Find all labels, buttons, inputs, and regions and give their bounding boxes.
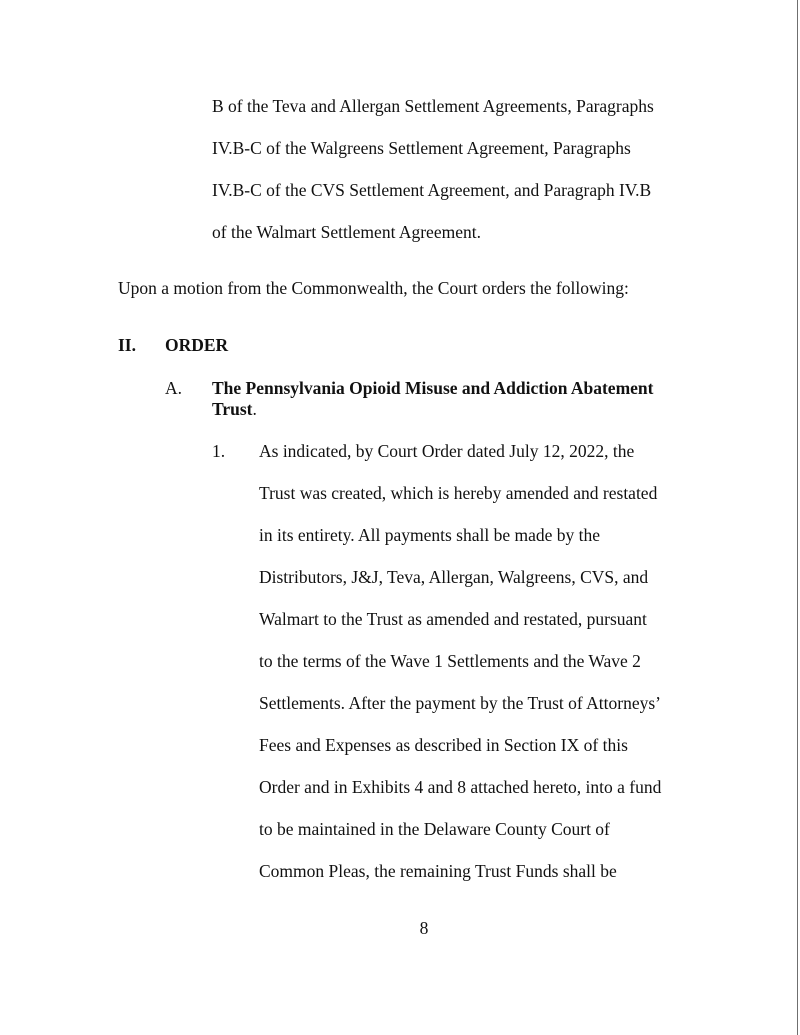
section-title: ORDER <box>165 335 229 355</box>
paragraph-line-3: in its entirety. All payments shall be made by the <box>259 525 601 545</box>
motion-sentence: Upon a motion from the Commonwealth, the Court orders the following: <box>118 278 629 298</box>
paragraph-line-11: Common Pleas, the remaining Trust Funds shall be <box>259 861 617 881</box>
continuation-line-1: B of the Teva and Allergan Settlement Agreements, Paragraphs <box>212 96 654 116</box>
paragraph-line-4: Distributors, J&J, Teva, Allergan, Walgreens, CVS, and <box>259 567 649 587</box>
continuation-line-4: of the Walmart Settlement Agreement. <box>212 222 481 242</box>
paragraph-line-6: to the terms of the Wave 1 Settlements and the Wave 2 <box>259 651 641 671</box>
paragraph-line-9: Order and in Exhibits 4 and 8 attached hereto, into a fund <box>259 777 662 797</box>
page-number: 8 <box>419 918 429 938</box>
paragraph-line-7: Settlements. After the payment by the Trust of Attorneys’ <box>259 693 661 713</box>
paragraph-line-5: Walmart to the Trust as amended and restated, pursuant <box>259 609 647 629</box>
subsection-title-line-2 <box>212 398 257 420</box>
paragraph-line-1: As indicated, by Court Order dated July 12, 2022, the <box>259 441 635 461</box>
subsection-title-trust: Trust <box>212 399 253 419</box>
continuation-line-3: IV.B-C of the CVS Settlement Agreement, and Paragraph IV.B <box>212 180 652 200</box>
subsection-title-line-1: The Pennsylvania Opioid Misuse and Addiction Abatement <box>212 378 654 398</box>
paragraph-line-8: Fees and Expenses as described in Section IX of this <box>259 735 628 755</box>
subsection-letter: A. <box>165 378 183 398</box>
subsection-title-period: . <box>252 399 257 419</box>
continuation-line-2: IV.B-C of the Walgreens Settlement Agreement, Paragraphs <box>212 138 631 158</box>
paragraph-number: 1. <box>212 441 226 461</box>
page-edge-border <box>797 0 798 1035</box>
paragraph-line-10: to be maintained in the Delaware County Court of <box>259 819 610 839</box>
section-number: II. <box>118 335 136 355</box>
paragraph-line-2: Trust was created, which is hereby amended and restated <box>259 483 658 503</box>
